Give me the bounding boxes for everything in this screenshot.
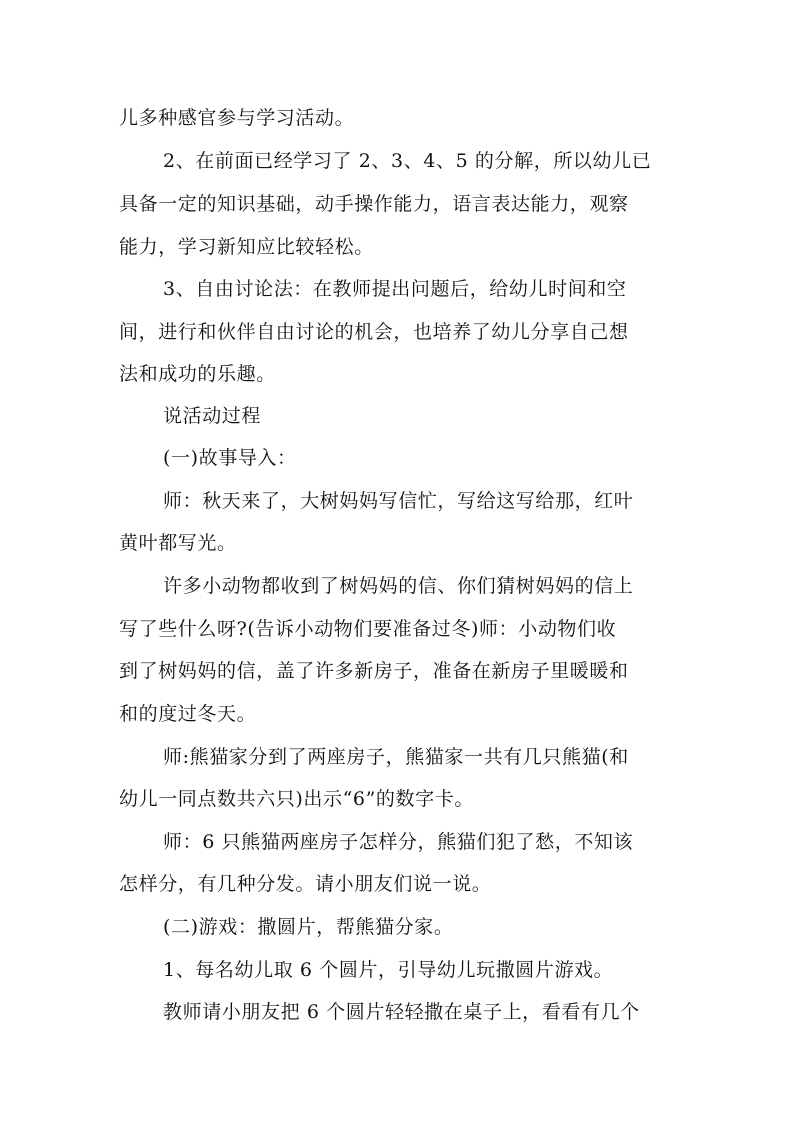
text-line: 幼儿一同点数共六只)出示“6”的数字卡。 [119,788,474,810]
text-line: 1、每名幼儿取 6 个圆片，引导幼儿玩撒圆片游戏。 [163,959,614,981]
text-line: 教师请小朋友把 6 个圆片轻轻撒在桌子上，看看有几个 [163,1001,640,1023]
text-line: 许多小动物都收到了树妈妈的信、你们猜树妈妈的信上 [163,575,634,597]
text-line: 儿多种感官参与学习活动。 [119,107,355,129]
subsection-heading: (一)故事导入： [163,447,297,469]
text-line: 师:熊猫家分到了两座房子，熊猫家一共有几只熊猫(和 [163,746,629,768]
text-line: 写了些什么呀?(告诉小动物们要准备过冬)师：小动物们收 [119,618,617,640]
text-line: 2、在前面已经学习了 2、3、4、5 的分解，所以幼儿已 [163,150,652,172]
subsection-heading: (二)游戏：撒圆片，帮熊猫分家。 [163,916,454,938]
text-line: 间，进行和伙伴自由讨论的机会，也培养了幼儿分享自己想 [119,321,629,343]
text-line: 法和成功的乐趣。 [119,363,276,385]
text-line: 能力，学习新知应比较轻松。 [119,236,374,258]
text-line: 到了树妈妈的信，盖了许多新房子，准备在新房子里暖暖和 [119,660,629,682]
text-line: 具备一定的知识基础，动手操作能力，语言表达能力，观察 [119,193,629,215]
text-line: 师：6 只熊猫两座房子怎样分，熊猫们犯了愁，不知该 [163,831,634,853]
text-line: 和的度过冬天。 [119,703,257,725]
section-heading: 说活动过程 [163,405,262,427]
text-line: 3、自由讨论法：在教师提出问题后，给幼儿时间和空 [163,278,627,300]
text-line: 怎样分，有几种分发。请小朋友们说一说。 [119,873,492,895]
text-line: 师：秋天来了，大树妈妈写信忙，写给这写给那，红叶 [163,490,634,512]
text-line: 黄叶都写光。 [119,532,237,554]
